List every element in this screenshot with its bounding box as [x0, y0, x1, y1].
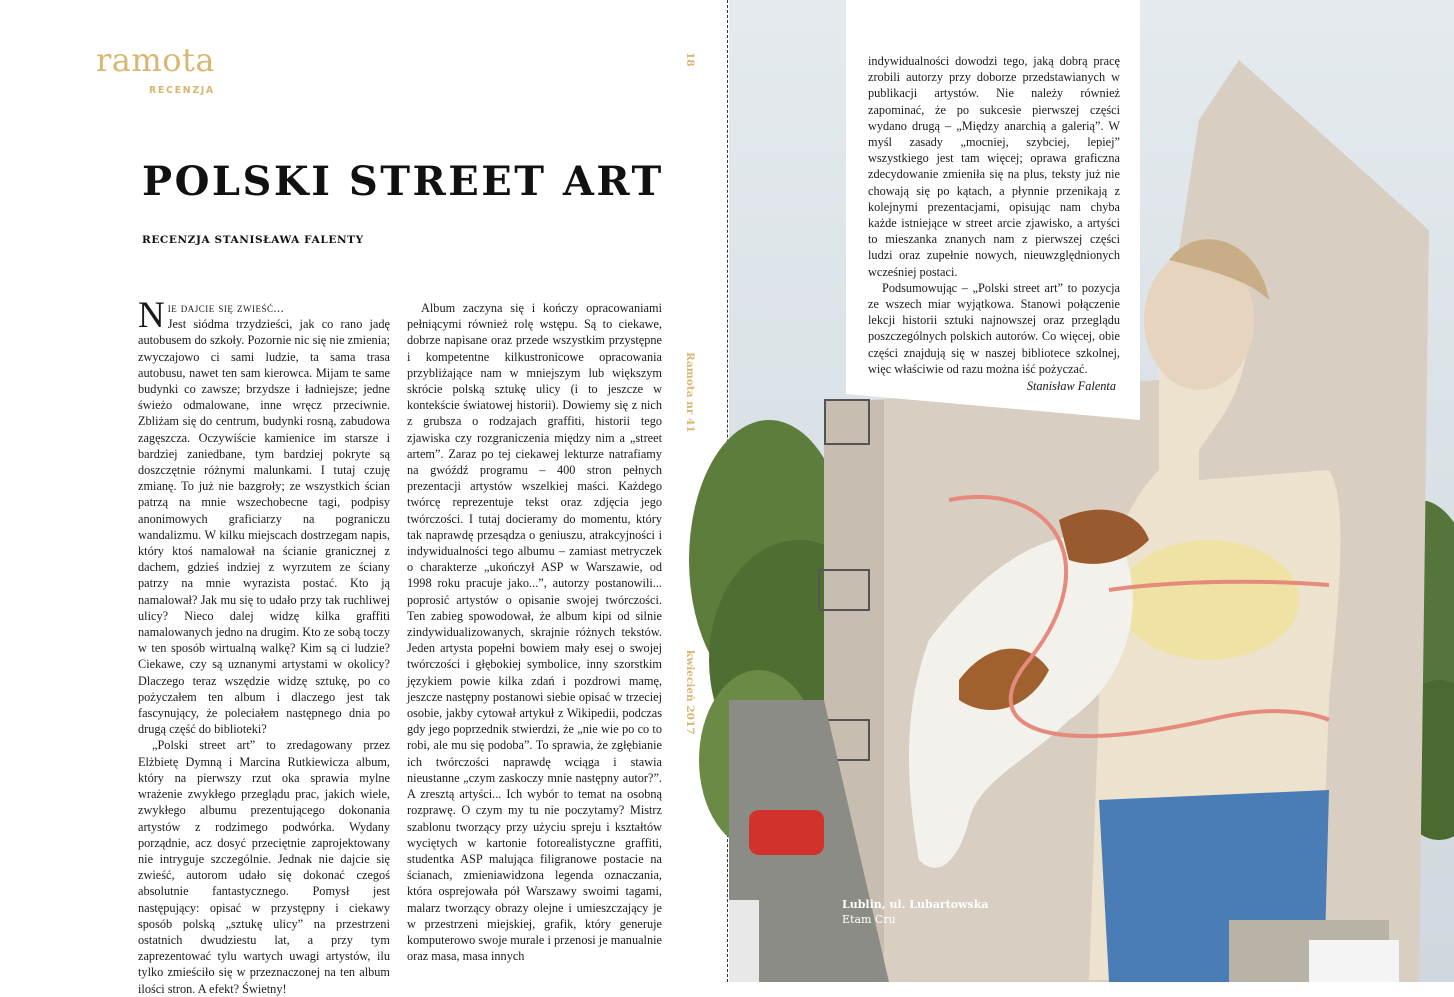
text-column-3	[868, 53, 1120, 376]
lead-in: ie dajcie się zwieść...	[167, 301, 285, 315]
article-title: POLSKI STREET ART	[142, 158, 664, 205]
text-column-1	[138, 295, 391, 996]
paragraph: Album zaczyna się i kończy opracowaniami pełniącymi również rolę wstępu. Są to ciekawe, dobrze napisane oraz przede wszystkim przystępne i kompetentne kilkustronicowe opracowania przybliżające nam w mniejszym lub większym skrócie polską sztukę ulicy (i to jeszcze w kontekście światowej historii). Dowiemy się z nich z grubsza o rodzajach graffiti, historii tego zjawiska czy rozgraniczenia między nim a „street artem”. Zaraz po tej ciekawej lekturze natrafiamy na gwóźdź programu – 400 stron pełnych prezentacji artystów wszelkiej maści. Każdego twórcę reprezentuje tekst oraz zdjęcia jego twórczości. I tutaj docieramy do momentu, który tak naprawdę przesądza o geniuszu, atrakcyjności i indywidualności tego albumu – zamiast metryczek o charakterze „ukończył ASP w Warszawie, od 1998 roku pracuje jako...”, autorzy postanowili... poprosić artystów o opisanie swojej twórczości. Ten zabieg spowodował, że album kipi od silnie zindywidualizowanych, skrajnie różnych tekstów. Jeden artysta popełni bowiem mały esej o swojej twórczości i głębokiej symbolice, inny szorstkim językiem powie kilka zdań i pozdrowi mamę, jeszcze następny postanowi siebie opisać w trzeciej osobie, jakby cytował artykuł z Wikipedii, podczas gdy jego poprzednik stwierdzi, że „nie wie po co to robi, ale mu się podoba”. To sprawia, że zgłębianie ich twórczości naprawdę wciąga i stawia nieustanne „czym zaskoczy mnie następny autor?”. A zresztą artyści... Ich wybór to temat na osobną rozprawę. O czym my tu nie poczytamy? Mistrz szablonu tworzący przy użyciu spreju i kształtów wyciętych w kartonie fotorealistyczne graffiti, studentka ASP malująca filigranowe postacie na ścianach, zmieniawidzona legenda oznaczania, która osprejowała pół Warszawy swoimi tagami, malarz tworzący obrazy olejne i umieszczający je w przestrzeni miejskiej, grafik, który generuje komputerowo swoje murale i przenosi je manualnie oraz masa, masa innych	[407, 301, 662, 964]
text-column-2	[407, 300, 662, 964]
paragraph: „Polski street art” to zredagowany przez Elżbietę Dymną i Marcina Rutkiewicza album, który na pierwszy rzut oka sprawia mylne wrażenie zwykłego przeglądu prac, jakich wiele, zwykłego albumu prezentującego dokonania artystów z rodzimego podwórka. Wydany porządnie, acz dosyć przeciętnie zaprojektowany nie intryguje szczególnie. Jednak nie dajcie się zwieść, autorom udało się dokonać czegoś absolutnie fantastycznego. Pomysł jest następujący: opisać w przystępny i ciekawy sposób polską „sztukę ulicy” na przestrzeni ostatnich dwudziestu lat, a przy tym zaprezentować tylu wartych uwagi artystów, ilu tylko zmieściło się w przeznaczonej na ten album ilości stron. A efekt? Świetny!	[138, 738, 390, 996]
caption-artist: Etam Cru	[842, 913, 896, 926]
author-signature: Stanisław Falenta	[1026, 379, 1116, 393]
paragraph: indywidualności dowodzi tego, jaką dobrą pracę zrobili autorzy przy doborze przedstawianych w publikacji artystów. Nie należy również zapominać, że po sukcesie pierwszej części wydano drugą – „Między anarchią a galerią”. W myśl zasady „mocniej, szybciej, lepiej” wszystkiego jest tam więcej; oprawa graficzna zdecydowanie zmieniła się na plus, teksty już nie chowają się po kątach, a płynnie przenikają z kolejnymi prezentacjami, opisując nam chyba każde istniejące w street arcie zjawisko, a artyści to mieszanka znanych nam z pierwszej części ludzi oraz zupełnie nowych, nieuwzględnionych wcześniej postaci.	[868, 54, 1120, 279]
right-page	[729, 0, 1454, 982]
article-byline: RECENZJA STANISŁAWA FALENTY	[142, 234, 364, 246]
photo-caption	[842, 898, 988, 926]
magazine-logo: ramota	[96, 41, 215, 79]
section-label: RECENZJA	[149, 85, 215, 96]
page-number: 18	[684, 52, 696, 67]
magazine-issue-vertical: Ramota nr 41	[684, 352, 696, 433]
drop-cap: N	[138, 295, 165, 336]
paragraph: Jest siódma trzydzieści, jak co rano jadę autobusem do szkoły. Pozornie nic się nie zmienia; zwyczajowo ci sami ludzie, ta sama trasa autobusu, nawet ten sam kierowca. Mijam te same budynki co zawsze; brzydsze i ładniejsze; jedne świeżo odmalowane, inne wręcz przeciwnie. Zbliżam się do centrum, budynki rosną, zabudowa zagęszcza. Oczywiście kamienice im starsze i bardziej zaniedbane, tym bardziej pokryte są doszczętnie różnymi malunkami. I tutaj czuję zmianę. To już nie bazgroły; ze wszystkich ścian patrzą na mnie wszechobecne tagi, podpisy anonimowych graficiarzy na pograniczu wandalizmu. W kilku miejscach dostrzegam napis, który ktoś namalował na ścianie granicznej z dachem, gdzieś indziej z wyrzutem ze ściany patrzy na mnie wyrazista postać. Kto ją namalował? Jak mu się to udało przy tak ruchliwej ulicy? Nieco dalej widzę kilka graffiti namalowanych jedno na drugim. Kto ze sobą toczy w ten sposób wirtualną walkę? Kim są ci ludzie? Ciekawe, czy są uznanymi artystami w okolicy? Dlaczego teraz wszędzie widzę sztukę, po co pożyczałem ten album i dlaczego jest tak fascynujący, że poleciałem następnego dnia po drugą część do biblioteki?	[138, 317, 391, 737]
paragraph: Podsumowując – „Polski street art” to pozycja ze wszech miar wyjątkowa. Stanowi połączenie lekcji historii sztuki najnowszej oraz przeglądu poszczególnych polskich autorów. Co więcej, obie części znajdują się w naszej bibliotece szkolnej, więc właściwie od razu można iść pożyczać.	[868, 280, 1120, 376]
issue-date-vertical: kwiecień 2017	[684, 650, 696, 735]
caption-place: Lublin, ul. Lubartowska	[842, 898, 989, 911]
